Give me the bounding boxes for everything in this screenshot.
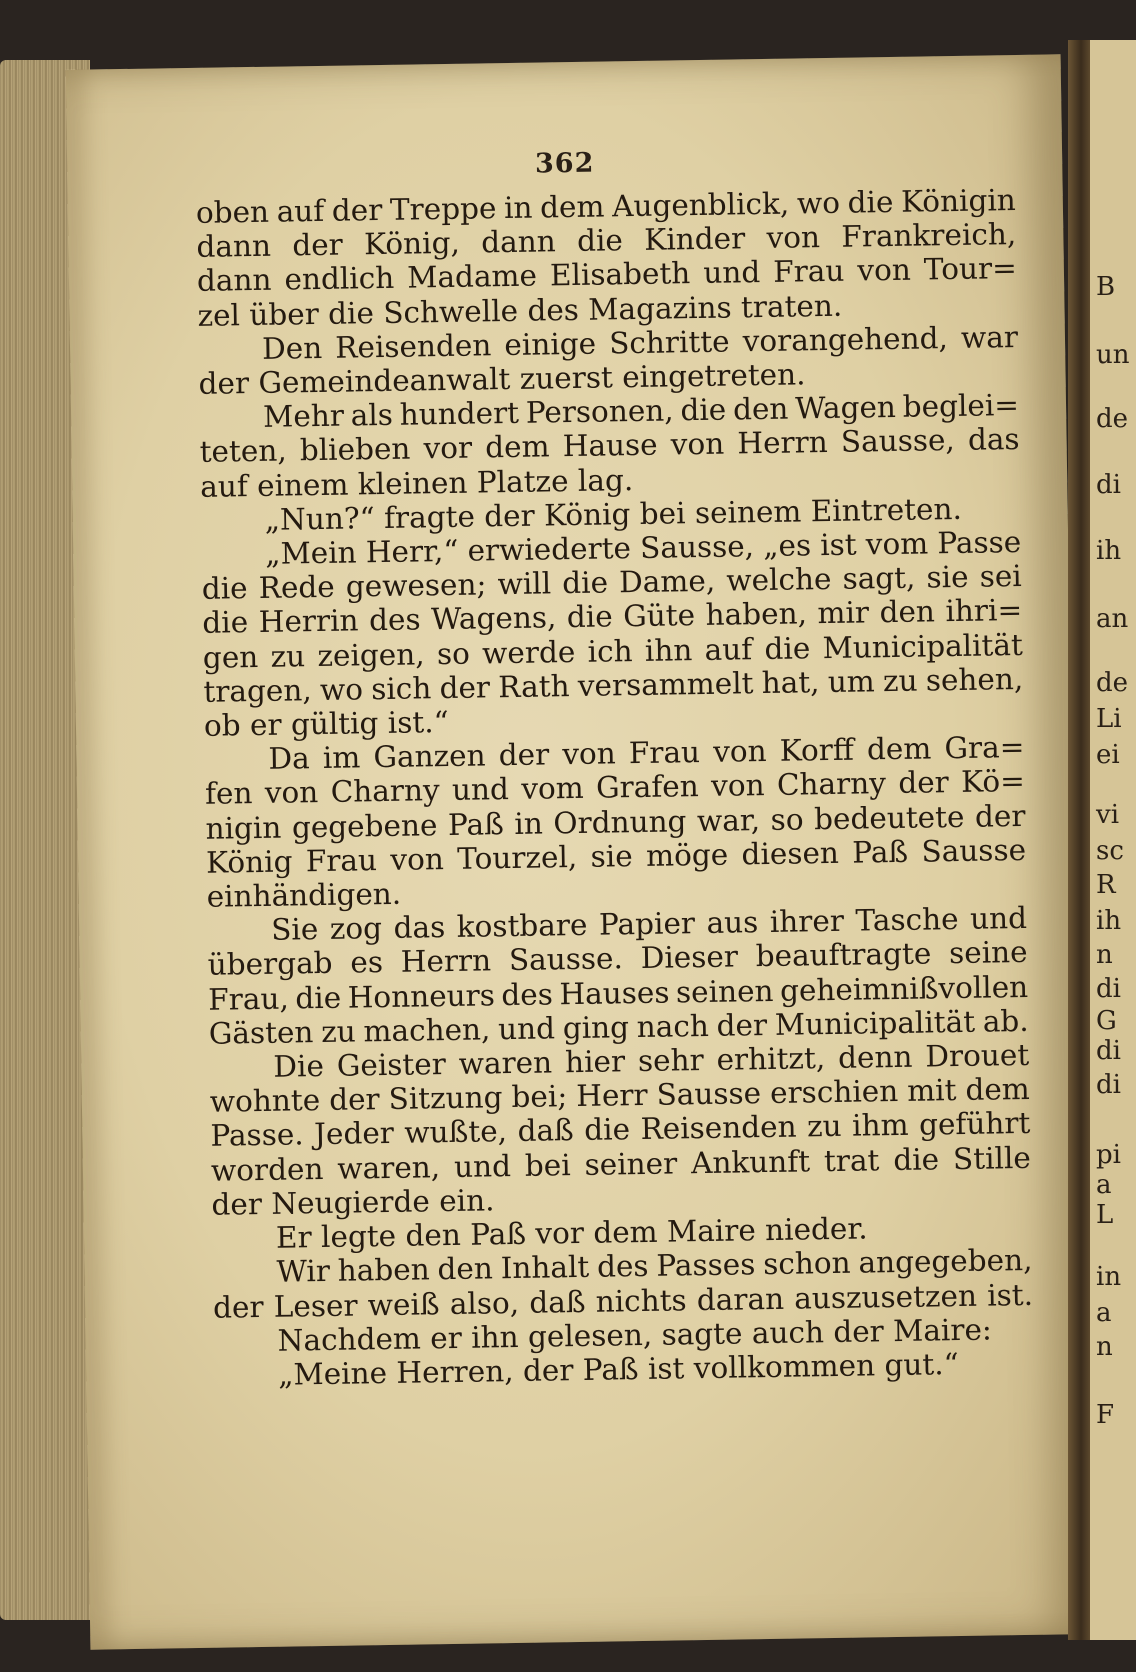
text-line: gen zu zeigen, so werde ich ihn auf die Municipalität xyxy=(202,627,1024,675)
facing-fragment: vi xyxy=(1096,800,1120,830)
facing-fragment: ih xyxy=(1096,906,1122,936)
facing-fragment: ei xyxy=(1096,740,1120,770)
facing-fragment: di xyxy=(1096,1036,1121,1066)
text-line: Wir haben den Inhalt des Passes schon angegeben, xyxy=(276,1243,1033,1290)
facing-page-edge xyxy=(1090,40,1136,1640)
text-line: der Leser weiß also, daß nichts daran auszusetzen ist. xyxy=(212,1277,1034,1325)
text-line: Nachdem er ihn gelesen, sagte auch der Maire: xyxy=(277,1312,993,1358)
text-line: auf einem kleinen Platze lag. xyxy=(199,462,634,504)
text-line: Frau, die Honneurs des Hauses seinen geheimnißvollen xyxy=(208,969,1029,1017)
text-line: Mehr als hundert Personen, die den Wagen beglei= xyxy=(262,388,1020,435)
text-line: Da im Ganzen der von Frau von Korff dem Gra= xyxy=(268,730,1025,777)
facing-fragment: di xyxy=(1096,470,1121,500)
text-line: zel über die Schwelle des Magazins traten. xyxy=(197,288,843,333)
page-text xyxy=(196,183,1035,1393)
text-line: Sie zog das kostbare Papier aus ihrer Tasche und xyxy=(270,901,1028,948)
facing-fragment: di xyxy=(1096,974,1121,1004)
facing-fragment: G xyxy=(1096,1006,1117,1036)
facing-fragment: un xyxy=(1096,340,1130,370)
text-line: der Gemeindeanwalt zuerst eingetreten. xyxy=(198,357,806,401)
text-line: dann endlich Madame Elisabeth und Frau von Tour= xyxy=(196,251,1018,299)
facing-fragment: Li xyxy=(1096,704,1122,734)
facing-fragment: B xyxy=(1096,272,1116,302)
text-line: oben auf der Treppe in dem Augenblick, wo die Königin xyxy=(195,183,1017,230)
text-line: tragen, wo sich der Rath versammelt hat, um zu sehen, xyxy=(203,661,1024,709)
text-line: Passe. Jeder wußte, daß die Reisenden zu ihm geführt xyxy=(210,1106,1031,1154)
text-line: „Mein Herr,“ erwiederte Sausse, „es ist vom Passe xyxy=(265,524,1022,571)
facing-fragment: a xyxy=(1096,1170,1112,1200)
text-line: König Frau von Tourzel, sie möge diesen Paß Sausse xyxy=(205,832,1027,880)
facing-fragment: F xyxy=(1096,1400,1115,1430)
facing-fragment: di xyxy=(1096,1070,1121,1100)
facing-fragment: an xyxy=(1096,604,1129,634)
text-line: nigin gegebene Paß in Ordnung war, so bedeutete der xyxy=(205,798,1026,846)
text-line: Den Reisenden einige Schritte vorangehend, war xyxy=(261,319,1019,366)
text-line: fen von Charny und vom Grafen von Charny der Kö= xyxy=(204,764,1026,812)
text-line: einhändigen. xyxy=(206,876,402,914)
facing-fragment: a xyxy=(1096,1298,1112,1328)
text-line: teten, blieben vor dem Hause von Herrn Sausse, das xyxy=(199,422,1020,470)
text-line: übergab es Herrn Sausse. Dieser beauftragte seine xyxy=(207,935,1028,983)
text-line: „Nun?“ fragte der König bei seinem Eintreten. xyxy=(264,491,963,537)
facing-fragment: ih xyxy=(1096,536,1122,566)
facing-fragment: R xyxy=(1096,870,1116,900)
text-line: Die Geister waren hier sehr erhitzt, denn Drouet xyxy=(273,1037,1030,1084)
text-line: worden waren, und bei seiner Ankunft trat die Stille xyxy=(210,1140,1032,1188)
text-line: der Neugierde ein. xyxy=(211,1183,495,1222)
facing-fragment: pi xyxy=(1096,1140,1121,1170)
facing-fragment: n xyxy=(1096,940,1113,970)
facing-fragment: L xyxy=(1096,1200,1114,1230)
text-line: dann der König, dann die Kinder von Frankreich, xyxy=(196,217,1017,265)
text-line: die Rede gewesen; will die Dame, welche sagt, sie sei xyxy=(201,559,1022,607)
page-number: 362 xyxy=(534,147,595,180)
text-line: ob er gültig ist.“ xyxy=(203,705,449,743)
facing-fragment: de xyxy=(1096,668,1129,698)
text-line: „Meine Herren, der Paß ist vollkommen gut.“ xyxy=(277,1346,959,1392)
text-line: Er legte den Paß vor dem Maire nieder. xyxy=(275,1211,868,1255)
facing-fragment: in xyxy=(1096,1262,1122,1292)
facing-fragment: sc xyxy=(1096,836,1124,866)
book-page xyxy=(66,54,1086,1649)
facing-fragment: n xyxy=(1096,1332,1113,1362)
text-line: Gästen zu machen, und ging nach der Municipalität ab. xyxy=(208,1003,1029,1051)
text-line: die Herrin des Wagens, die Güte haben, mir den ihri= xyxy=(202,593,1023,641)
facing-fragment: de xyxy=(1096,404,1129,434)
text-line: wohnte der Sitzung bei; Herr Sausse erschien mit dem xyxy=(209,1072,1031,1120)
